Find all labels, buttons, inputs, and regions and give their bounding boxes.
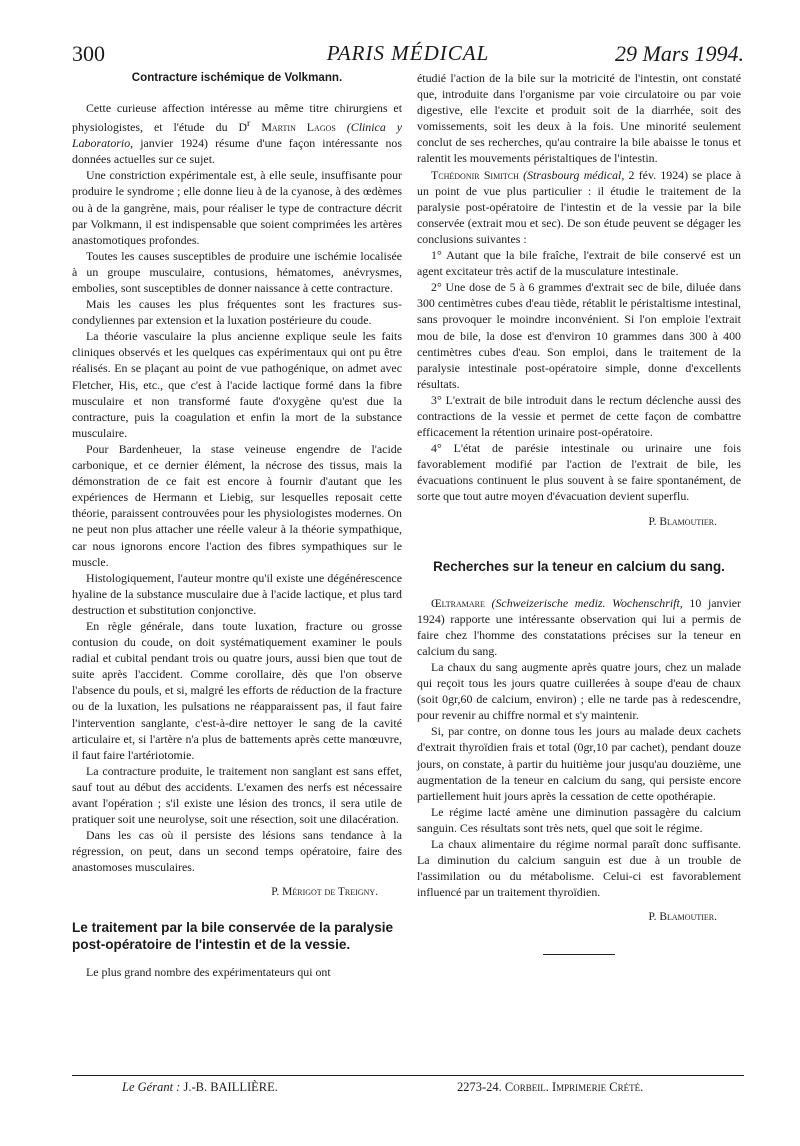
paragraph: Mais les causes les plus fréquentes sont les fractures sus-condyliennes par extension et la luxation postérieure du coude. — [72, 297, 402, 328]
paragraph: Histologiquement, l'auteur montre qu'il existe une dégénérescence hyaline de la substance musculaire due à l'acide lactique, et plus tard destruction et substitution conjonctive. — [72, 570, 402, 617]
paragraph: Pour Bardenheuer, la stase veineuse engendre de l'acide carbonique, et ce dernier élément, la nécrose des tissus, mais la démonstration de ce fait est encore à fournir d'autant que les expériences de Hermann et Liebig, sur lesquelles reposait cette théorie, paraissent controuvées pour les physiologistes modernes. On ne peut non plus attacher une réelle valeur à la théorie sympathique, car nous ignorons encore l'action des fibres sympathiques sur le muscle. — [72, 441, 402, 569]
author-name: Martin Lagos — [261, 120, 336, 135]
page-footer — [72, 1075, 744, 1100]
conclusion-item: 3° L'extrait de bile introduit dans le rectum déclenche aussi des contractions de la vessie et permet de cette façon de combattre efficacement la rétention urinaire post-opératoire. — [417, 392, 741, 440]
section-title-bile: Le traitement par la bile conservée de la paralysie post-opératoire de l'intestin et de la vessie. — [72, 919, 394, 953]
page-number: 300 — [72, 41, 105, 66]
paragraph: Cette curieuse affection intéresse au même titre chirurgiens et physiologistes, et l'étude du $D^r$ Martin Lagos (Clinica y Laboratorio, janvier 1924) résume d'une façon intéressante nos données actuelles sur ce sujet. — [72, 101, 402, 167]
author-name: Tchédonir Simitch — [431, 167, 519, 182]
printer-imprint: 2273-24. Corbeil. Imprimerie Crété. — [457, 1080, 644, 1094]
publisher-manager: Le Gérant : J.-B. BAILLIÈRE. — [122, 1080, 278, 1094]
paragraph: En règle générale, dans toute luxation, fracture ou grosse contusion du coude, on doit systématiquement examiner le pouls radial et cubital pendant trois ou quatre jours, aussi bien que tout de suite après l'accident. Comme corollaire, dès que l'on observe l'absence du pouls, et si, malgré les efforts de réduction de la fracture ou de la luxation, les pulsations ne réapparaissent pas, il faut faire l'intervention sanglante, c'est-à-dire nettoyer le sang de la cavité articulaire et, si l'artère n'a plus de battements après cette manœuvre, il faut faire l'artériotomie. — [72, 618, 402, 762]
paragraph: étudié l'action de la bile sur la motricité de l'intestin, ont constaté que, introduite dans l'organisme par voie circulatoire ou par voie digestive, elle l'excite et produit soit de la diarrhée, soit des vomissements, soit les deux à la fois. Une minorité seulement conclut de ses recherches, qu'au contraire la bile abaisse le tonus et ralentit les mouvements péristaltiques de l'intestin. — [417, 71, 741, 166]
journal-citation: (Schweizerische mediz. Wochenschrift, — [491, 595, 683, 610]
signature: P. Blamoutier. — [648, 515, 717, 528]
author-name: Œltramare — [431, 595, 485, 610]
paragraph: La chaux du sang augmente après quatre jours, chez un malade qui reçoit tous les jours quatre cuillerées à soupe d'eau de chaux (soit 0gr,60 de calcium, environ) ; elle ne tarde pas à redescendre, pour revenir au chiffre normal et s'y maintenir. — [417, 660, 741, 723]
journal-title: PARIS MÉDICAL — [326, 41, 490, 65]
paragraph: Dans les cas où il persiste des lésions sans tendance à la régression, on peut, dans un second temps opératoire, faire des anastomoses musculaires. — [72, 828, 402, 875]
paragraph: Toutes les causes susceptibles de produire une ischémie localisée à un groupe musculaire, contusions, hématomes, anévrysmes, embolies, sont susceptibles de donner naissance à cette contracture. — [72, 248, 402, 295]
footer-rule — [72, 1075, 744, 1076]
paragraph: Œltramare (Schweizerische mediz. Wochenschrift, 10 janvier 1924) rapporte une intéressante observation qui lui a permis de faire chez l'homme des constatations précises sur la teneur en calcium du sang. — [417, 595, 741, 658]
signature: P. Blamoutier. — [648, 911, 717, 924]
right-column — [417, 70, 741, 955]
left-column — [72, 70, 402, 980]
paragraph: Si, par contre, on donne tous les jours au malade deux cachets d'extrait thyroïdien frais et total (0gr,10 par cachet), pendant douze jours, on constate, à partir du huitième jour jusqu'au douzième, une augmentation de la teneur en calcium du sang, qui persiste encore partiellement huit jours après la cessation de cette opothérapie. — [417, 724, 741, 803]
section-title-calcium: Recherches sur la teneur en calcium du sang. — [433, 558, 725, 574]
journal-citation: (Clinica y Laboratorio, — [72, 120, 402, 151]
paragraph: La théorie vasculaire la plus ancienne explique seule les faits cliniques observés et les quelques cas expérimentaux qui ont pu être réalisés. En se plaçant au point de vue pathogénique, on admet avec Fletcher, His, etc., que c'est à l'acide lactique formé dans la fibre musculaire et non transformé faute d'oxygène qu'est due la contracture, puis la coagulation et enfin la mort de la substance musculaire. — [72, 329, 402, 440]
section-divider — [543, 954, 615, 955]
signature: P. Mérigot de Treigny. — [271, 886, 378, 899]
paragraph: La contracture produite, le traitement non sanglant est sans effet, sauf tout au début des accidents. L'examen des nerfs est nécessaire avant l'opération ; s'il existe une lésion des troncs, il sera utile de pratiquer soit une neurolyse, soit une résection, soit une dilacération. — [72, 763, 402, 827]
paragraph: Tchédonir Simitch (Strasbourg médical, 2 fév. 1924) se place à un point de vue plus particulier : il étudie le traitement de la paralysie post-opératoire de l'intestin et de la vessie par la bile conservée (extrait mou et sec). De son étude peuvent se dégager les conclusions suivantes : — [417, 167, 741, 246]
conclusion-item: 2° Une dose de 5 à 6 grammes d'extrait sec de bile, diluée dans 300 centimètres cubes d'eau tiède, rétablit le péristaltisme intestinal, sans provoquer le moindre inconvénient. Si l'on emploie l'extrait mou de bile, la dose est d'environ 10 grammes dans 300 à 400 centimètres cubes d'eau. Son emploi, dans le traitement de la paralysie intestinale post-opératoire simple, donne d'excellents résultats. — [417, 280, 741, 391]
paragraph: La chaux alimentaire du régime normal paraît donc suffisante. La diminution du calcium sanguin est due à un trouble de l'assimilation ou du métabolisme. Celui-ci est favorablement influencé par un traitement thyroïdien. — [417, 837, 741, 900]
paragraph: Le régime lacté amène une diminution passagère du calcium sanguin. Ces résultats sont très nets, quel que soit le régime. — [417, 804, 741, 835]
paragraph: Le plus grand nombre des expérimentateurs qui ont — [86, 964, 331, 979]
journal-citation: (Strasbourg médical, — [523, 167, 625, 182]
paragraph: Une constriction expérimentale est, à elle seule, insuffisante pour produire le syndrome ; elle donne lieu à de la cyanose, à des œdèmes ou à de la gangrène, mais, pour réaliser le type de contracture décrit par Volkmann, il est indispensable que soient comprimées les artères anastomotiques profondes. — [72, 168, 402, 247]
issue-date: 29 Mars 1994. — [615, 41, 744, 66]
running-header — [72, 41, 744, 71]
section-title-volkmann: Contracture ischémique de Volkmann. — [131, 71, 343, 84]
conclusion-item: 4° L'état de parésie intestinale ou urinaire une fois favorablement modifié par l'action de l'extrait de bile, les évacuations continuent le plus souvent à se faire spontanément, de sorte que tout autre moyen d'évacuation devient superflu. — [417, 441, 741, 504]
conclusion-item: 1° Autant que la bile fraîche, l'extrait de bile conservé est un agent excitateur très actif de la musculature intestinale. — [417, 248, 741, 279]
